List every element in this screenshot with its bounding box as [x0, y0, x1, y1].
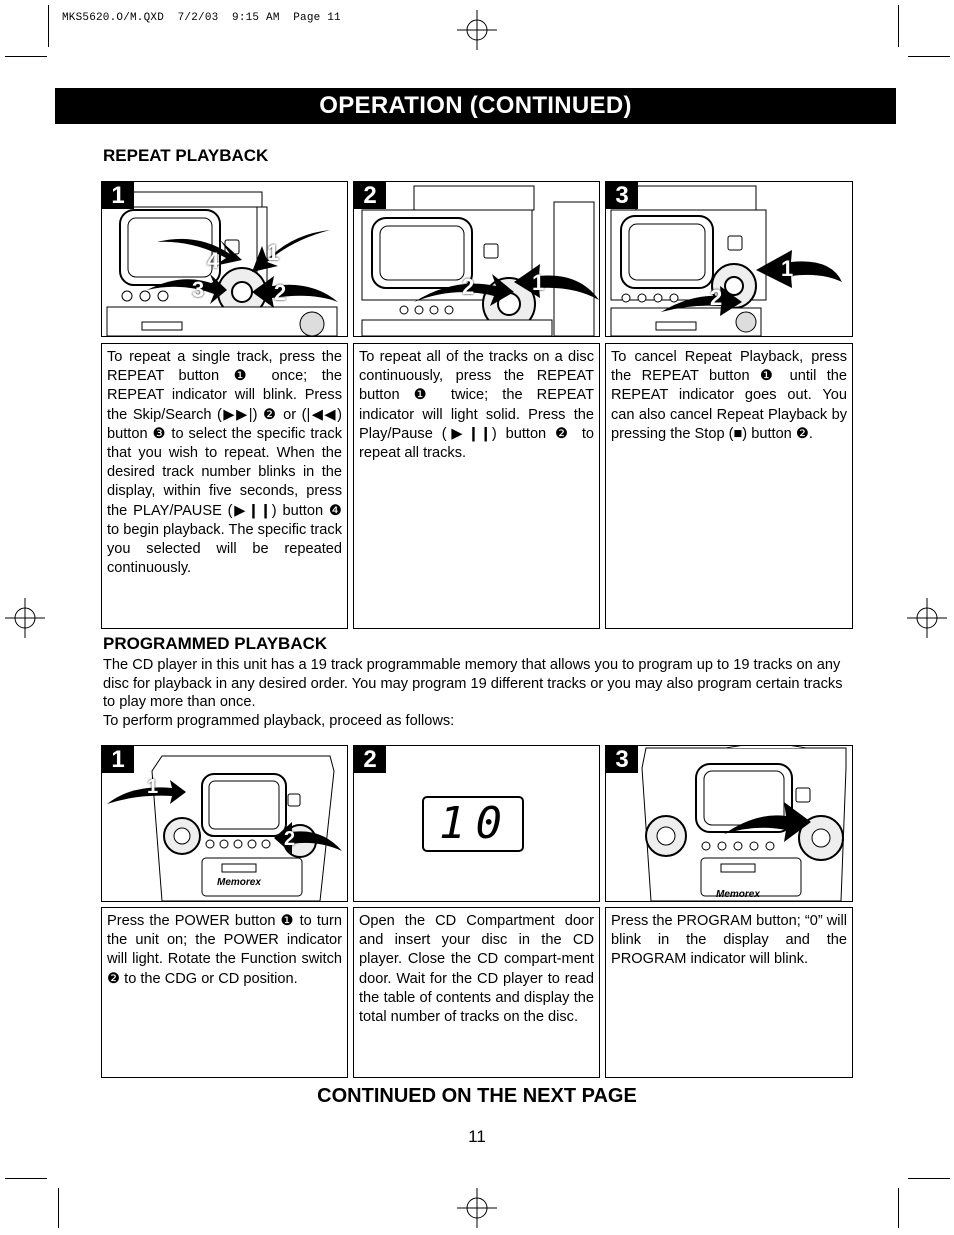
crop-mark: [908, 56, 950, 57]
karaoke-unit-icon: [606, 746, 852, 901]
program-step-3-illustration: [605, 745, 853, 902]
callout-2: 2: [274, 280, 287, 305]
programmed-playback-heading: PROGRAMMED PLAYBACK: [103, 634, 328, 653]
repeat-playback-heading: REPEAT PLAYBACK: [103, 146, 269, 165]
step-number: 1: [102, 746, 134, 773]
registration-mark-icon: [457, 1188, 497, 1228]
program-step-3-text: Press the PROGRAM button; “0” will blink in the display and the PROGRAM indicator will blink.: [605, 907, 853, 1078]
step-number: 2: [354, 746, 386, 773]
repeat-step-2-text: To repeat all of the tracks on a disc continuously, press the REPEAT button ❶ twice; the REPEAT indicator will light solid. Press the Play/Pause (▶❙❙) button ❷ to repeat all tracks.: [353, 343, 600, 629]
programmed-intro-2: To perform programmed playback, proceed as follows:: [103, 713, 455, 729]
callout-2: 2: [710, 285, 723, 310]
brand-logo: Memorex: [716, 889, 760, 900]
crop-mark: [908, 1178, 950, 1179]
crop-mark: [58, 1188, 59, 1228]
lcd-display: [422, 796, 524, 852]
callout-2: 2: [284, 828, 296, 850]
crop-mark: [5, 56, 47, 57]
repeat-step-3-illustration: [605, 181, 853, 337]
step-number: 3: [606, 182, 638, 209]
step-number: 2: [354, 182, 386, 209]
karaoke-unit-icon: [102, 182, 347, 336]
continued-notice: CONTINUED ON THE NEXT PAGE: [317, 1085, 637, 1107]
repeat-step-1-text: To repeat a single track, press the REPEAT button ❶ once; the REPEAT indicator will blink. Press the Skip/Search (▶▶|) ❷ or (|◀◀) button ❸ to select the specific track that you wish to repeat. When the desired track number blinks in the display, within five seconds, press the PLAY/PAUSE (▶❙❙) button ❹ to begin playback. The specific track you selected will be repeated continuously.: [101, 343, 348, 629]
program-step-2-illustration: [353, 745, 600, 902]
callout-1: 1: [781, 256, 794, 281]
callout-2: 2: [462, 274, 475, 299]
page-number: 11: [468, 1127, 486, 1146]
step-number: 1: [102, 182, 134, 209]
page-title-bar: [55, 88, 896, 124]
brand-logo: Memorex: [217, 877, 261, 888]
lcd-track-count: 10: [439, 798, 512, 849]
registration-mark-icon: [5, 598, 45, 638]
repeat-step-1-illustration: [101, 181, 348, 337]
program-step-1-illustration: [101, 745, 348, 902]
crop-mark: [48, 5, 49, 47]
program-step-2-text: Open the CD Compartment door and insert your disc in the CD player. Close the CD compart-ment door. Wait for the CD player to read the table of contents and display the total number of tracks on the disc.: [353, 907, 600, 1078]
callout-4: 4: [207, 248, 220, 273]
callout-1: 1: [267, 240, 280, 265]
karaoke-unit-icon: [606, 182, 852, 336]
callout-1: 1: [532, 270, 545, 295]
page-title: OPERATION (CONTINUED): [319, 92, 632, 119]
print-slug: MKS5620.O/M.QXD 7/2/03 9:15 AM Page 11: [62, 12, 341, 24]
programmed-intro: The CD player in this unit has a 19 track programmable memory that allows you to program up to 19 tracks on any disc for playback in any desired order. You may program 19 different tracks or you may also program certain tracks to play more than once.: [103, 657, 843, 711]
repeat-step-3-text: To cancel Repeat Playback, press the REPEAT button ❶ until the REPEAT indicator goes out. You can also cancel Repeat Playback by pressing the Stop (■) button ❷.: [605, 343, 853, 629]
registration-mark-icon: [907, 598, 947, 638]
crop-mark: [898, 1188, 899, 1228]
repeat-step-2-illustration: [353, 181, 600, 337]
program-step-1-text: Press the POWER button ❶ to turn the unit on; the POWER indicator will light. Rotate the Function switch ❷ to the CDG or CD position.: [101, 907, 348, 1078]
callout-1: 1: [147, 776, 159, 798]
step-number: 3: [606, 746, 638, 773]
karaoke-unit-icon: [354, 182, 599, 336]
registration-mark-icon: [457, 10, 497, 50]
crop-mark: [5, 1178, 47, 1179]
crop-mark: [898, 5, 899, 47]
callout-3: 3: [192, 277, 205, 302]
